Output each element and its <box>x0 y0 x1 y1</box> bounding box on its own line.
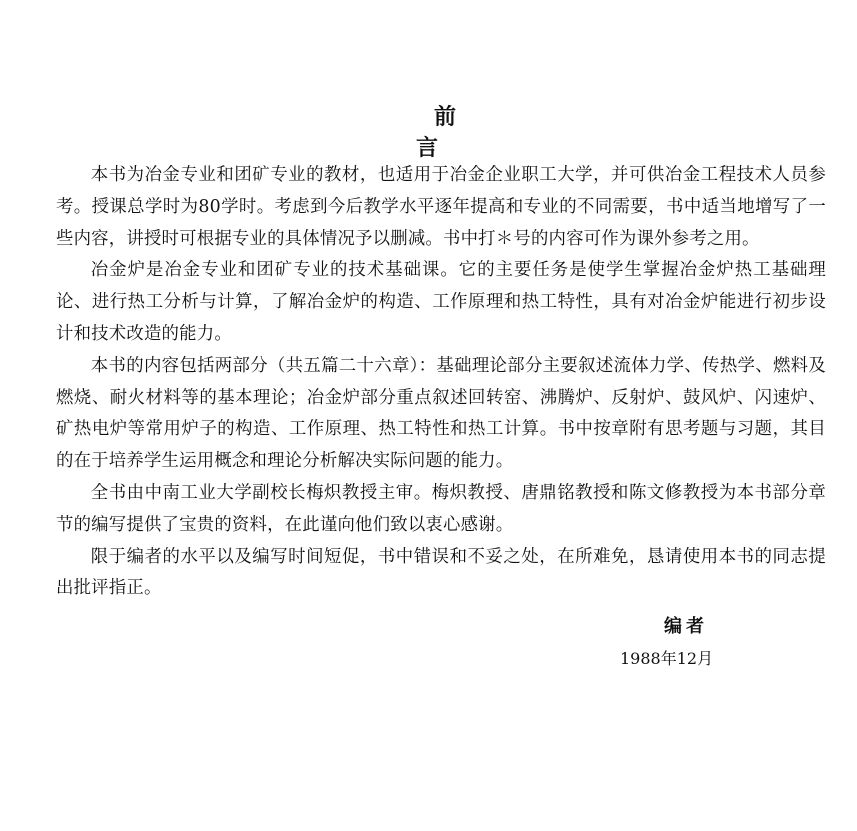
author-signature: 编者 <box>664 616 708 637</box>
paragraph-3: 本书的内容包括两部分（共五篇二十六章）：基础理论部分主要叙述流体力学、传热学、燃料及燃烧、耐火材料等的基本理论；冶金炉部分重点叙述回转窑、沸腾炉、反射炉、鼓风炉、闪速炉、矿热电炉等常用炉子的构造、工作原理、热工特性和热工计算。书中按章附有思考题与习题，其目的在于培养学生运用概念和理论分析解决实际问题的能力。 <box>56 355 826 472</box>
paragraph-1: 本书为冶金专业和团矿专业的教材，也适用于冶金企业职工大学，并可供冶金工程技术人员参考。授课总学时为80学时。考虑到今后教学水平逐年提高和专业的不同需要，书中适当地增写了一些内容，讲授时可根据专业的具体情况予以删减。书中打＊号的内容可作为课外参考之用。 <box>56 165 826 249</box>
paragraph-4: 全书由中南工业大学副校长梅炽教授主审。梅炽教授、唐鼎铭教授和陈文修教授为本书部分章节的编写提供了宝贵的资料，在此谨向他们致以衷心感谢。 <box>56 482 826 535</box>
preface-title: 前 言 <box>415 105 492 161</box>
paragraph-5: 限于编者的水平以及编写时间短促，书中错误和不妥之处，在所难免，恳请使用本书的同志提出批评指正。 <box>56 546 826 599</box>
preface-body <box>56 160 826 605</box>
paragraph-2: 冶金炉是冶金专业和团矿专业的技术基础课。它的主要任务是使学生掌握冶金炉热工基础理论、进行热工分析与计算，了解冶金炉的构造、工作原理和热工特性，具有对冶金炉能进行初步设计和技术改造的能力。 <box>56 260 826 344</box>
preface-date: 1988年12月 <box>620 649 714 668</box>
